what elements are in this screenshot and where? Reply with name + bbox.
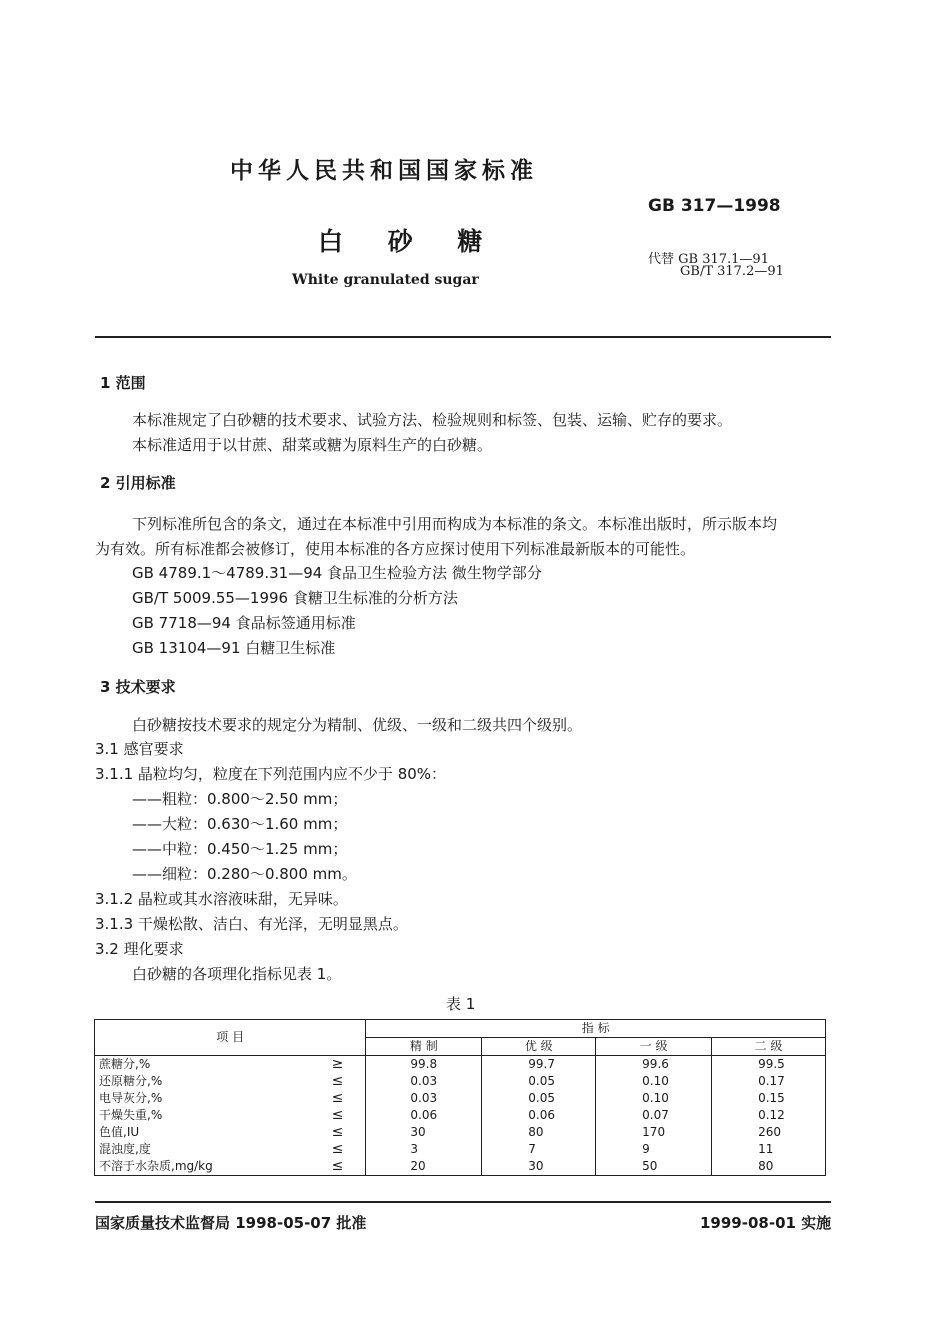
- subsection-3-1-3: 3.1.3 干燥松散、洁白、有光泽，无明显黑点。: [95, 915, 408, 933]
- row-item-cell: [95, 1158, 366, 1176]
- row-item-label: 不溶于水杂质,mg/kg: [99, 1159, 213, 1173]
- value-cell: 0.03: [366, 1090, 482, 1107]
- value-cell: 0.17: [712, 1073, 826, 1090]
- value-cell: 80: [712, 1158, 826, 1176]
- header-item: 项 目: [95, 1020, 366, 1056]
- comparison-symbol: ≤: [331, 1141, 344, 1157]
- document-title-en: White granulated sugar: [292, 272, 479, 288]
- value-cell: 260: [712, 1124, 826, 1141]
- row-item-label: 电导灰分,%: [99, 1091, 163, 1105]
- standard-code: GB 317—1998: [648, 196, 781, 216]
- subsection-3-2-para: 白砂糖的各项理化指标见表 1。: [132, 965, 342, 983]
- comparison-symbol: ≤: [331, 1107, 344, 1123]
- value-cell: 9: [596, 1141, 712, 1158]
- comparison-symbol: ≤: [331, 1124, 344, 1140]
- row-item-cell: [95, 1107, 366, 1124]
- subsection-3-1-1: 3.1.1 晶粒均匀，粒度在下列范围内应不少于 80%：: [95, 765, 447, 783]
- replaces-line-2: GB/T 317.2—91: [680, 264, 784, 279]
- row-item-cell: [95, 1090, 366, 1107]
- value-cell: 0.12: [712, 1107, 826, 1124]
- section-1-heading: 1 范围: [100, 374, 146, 392]
- comparison-symbol: ≤: [331, 1158, 344, 1174]
- value-cell: 0.05: [482, 1073, 596, 1090]
- value-cell: 99.7: [482, 1056, 596, 1074]
- replaces-line-1: 代替 GB 317.1—91: [648, 252, 769, 267]
- value-cell: 0.07: [596, 1107, 712, 1124]
- value-cell: 0.06: [366, 1107, 482, 1124]
- effective-line: 1999-08-01 实施: [700, 1214, 832, 1232]
- comparison-symbol: ≤: [331, 1090, 344, 1106]
- physicochemical-table: [94, 1019, 826, 1176]
- reference-item: GB 7718—94 食品标签通用标准: [132, 614, 356, 632]
- row-item-cell: [95, 1141, 366, 1158]
- value-cell: 80: [482, 1124, 596, 1141]
- row-item-label: 色值,IU: [99, 1125, 140, 1139]
- row-item-label: 混浊度,度: [99, 1142, 151, 1156]
- value-cell: 30: [482, 1158, 596, 1176]
- table-row: [95, 1141, 826, 1158]
- value-cell: 170: [596, 1124, 712, 1141]
- header-divider: [95, 336, 831, 338]
- grain-size-item: ——细粒：0.280～0.800 mm。: [132, 865, 357, 883]
- reference-item: GB 13104—91 白糖卫生标准: [132, 639, 336, 657]
- value-cell: 0.05: [482, 1090, 596, 1107]
- value-cell: 0.03: [366, 1073, 482, 1090]
- footer-divider: [95, 1201, 831, 1203]
- section-3-heading: 3 技术要求: [100, 678, 176, 696]
- table-row: [95, 1090, 826, 1107]
- section-2-para-line-1: 下列标准所包含的条文，通过在本标准中引用而构成为本标准的条文。本标准出版时，所示版本均: [132, 515, 778, 533]
- value-cell: 0.10: [596, 1073, 712, 1090]
- subsection-3-1-2: 3.1.2 晶粒或其水溶液味甜，无异味。: [95, 890, 348, 908]
- value-cell: 30: [366, 1124, 482, 1141]
- value-cell: 0.06: [482, 1107, 596, 1124]
- value-cell: 99.8: [366, 1056, 482, 1074]
- section-1-para-1: 本标准规定了白砂糖的技术要求、试验方法、检验规则和标签、包装、运输、贮存的要求。: [132, 411, 733, 429]
- section-2-heading: 2 引用标准: [100, 474, 176, 492]
- comparison-symbol: ≤: [331, 1073, 344, 1089]
- grain-size-item: ——中粒：0.450～1.25 mm；: [132, 840, 348, 858]
- table-row: [95, 1056, 826, 1074]
- grade-header: 一 级: [596, 1038, 712, 1056]
- document-title-cn: 白 砂 糖: [318, 227, 501, 256]
- value-cell: 20: [366, 1158, 482, 1176]
- row-item-cell: [95, 1056, 366, 1074]
- value-cell: 99.6: [596, 1056, 712, 1074]
- table-row: [95, 1158, 826, 1176]
- approval-line: 国家质量技术监督局 1998-05-07 批准: [95, 1214, 367, 1232]
- table-row: [95, 1107, 826, 1124]
- table-caption: 表 1: [446, 995, 476, 1013]
- value-cell: 7: [482, 1141, 596, 1158]
- value-cell: 11: [712, 1141, 826, 1158]
- value-cell: 50: [596, 1158, 712, 1176]
- reference-item: GB 4789.1～4789.31—94 食品卫生检验方法 微生物学部分: [132, 564, 542, 582]
- section-1-para-2: 本标准适用于以甘蔗、甜菜或糖为原料生产的白砂糖。: [132, 436, 493, 454]
- row-item-cell: [95, 1124, 366, 1141]
- reference-item: GB/T 5009.55—1996 食糖卫生标准的分析方法: [132, 589, 458, 607]
- grain-size-item: ——粗粒：0.800～2.50 mm；: [132, 790, 348, 808]
- value-cell: 0.10: [596, 1090, 712, 1107]
- subsection-3-1: 3.1 感官要求: [95, 740, 184, 758]
- grade-header: 二 级: [712, 1038, 826, 1056]
- section-2-para-line-2: 为有效。所有标准都会被修订，使用本标准的各方应探讨使用下列标准最新版本的可能性。: [95, 540, 696, 558]
- value-cell: 3: [366, 1141, 482, 1158]
- row-item-cell: [95, 1073, 366, 1090]
- grain-size-item: ——大粒：0.630～1.60 mm；: [132, 815, 348, 833]
- value-cell: 0.15: [712, 1090, 826, 1107]
- table-row: [95, 1073, 826, 1090]
- grade-header: 优 级: [482, 1038, 596, 1056]
- value-cell: 99.5: [712, 1056, 826, 1074]
- row-item-label: 干燥失重,%: [99, 1108, 163, 1122]
- section-3-para: 白砂糖按技术要求的规定分为精制、优级、一级和二级共四个级别。: [132, 716, 583, 734]
- table-header-row: [95, 1020, 826, 1038]
- table-row: [95, 1124, 826, 1141]
- subsection-3-2: 3.2 理化要求: [95, 940, 184, 958]
- header-index: 指 标: [366, 1020, 826, 1038]
- comparison-symbol: ≥: [331, 1056, 344, 1072]
- grade-header: 精 制: [366, 1038, 482, 1056]
- row-item-label: 蔗糖分,%: [99, 1057, 151, 1071]
- row-item-label: 还原糖分,%: [99, 1074, 163, 1088]
- national-standard-heading: 中华人民共和国国家标准: [230, 158, 538, 184]
